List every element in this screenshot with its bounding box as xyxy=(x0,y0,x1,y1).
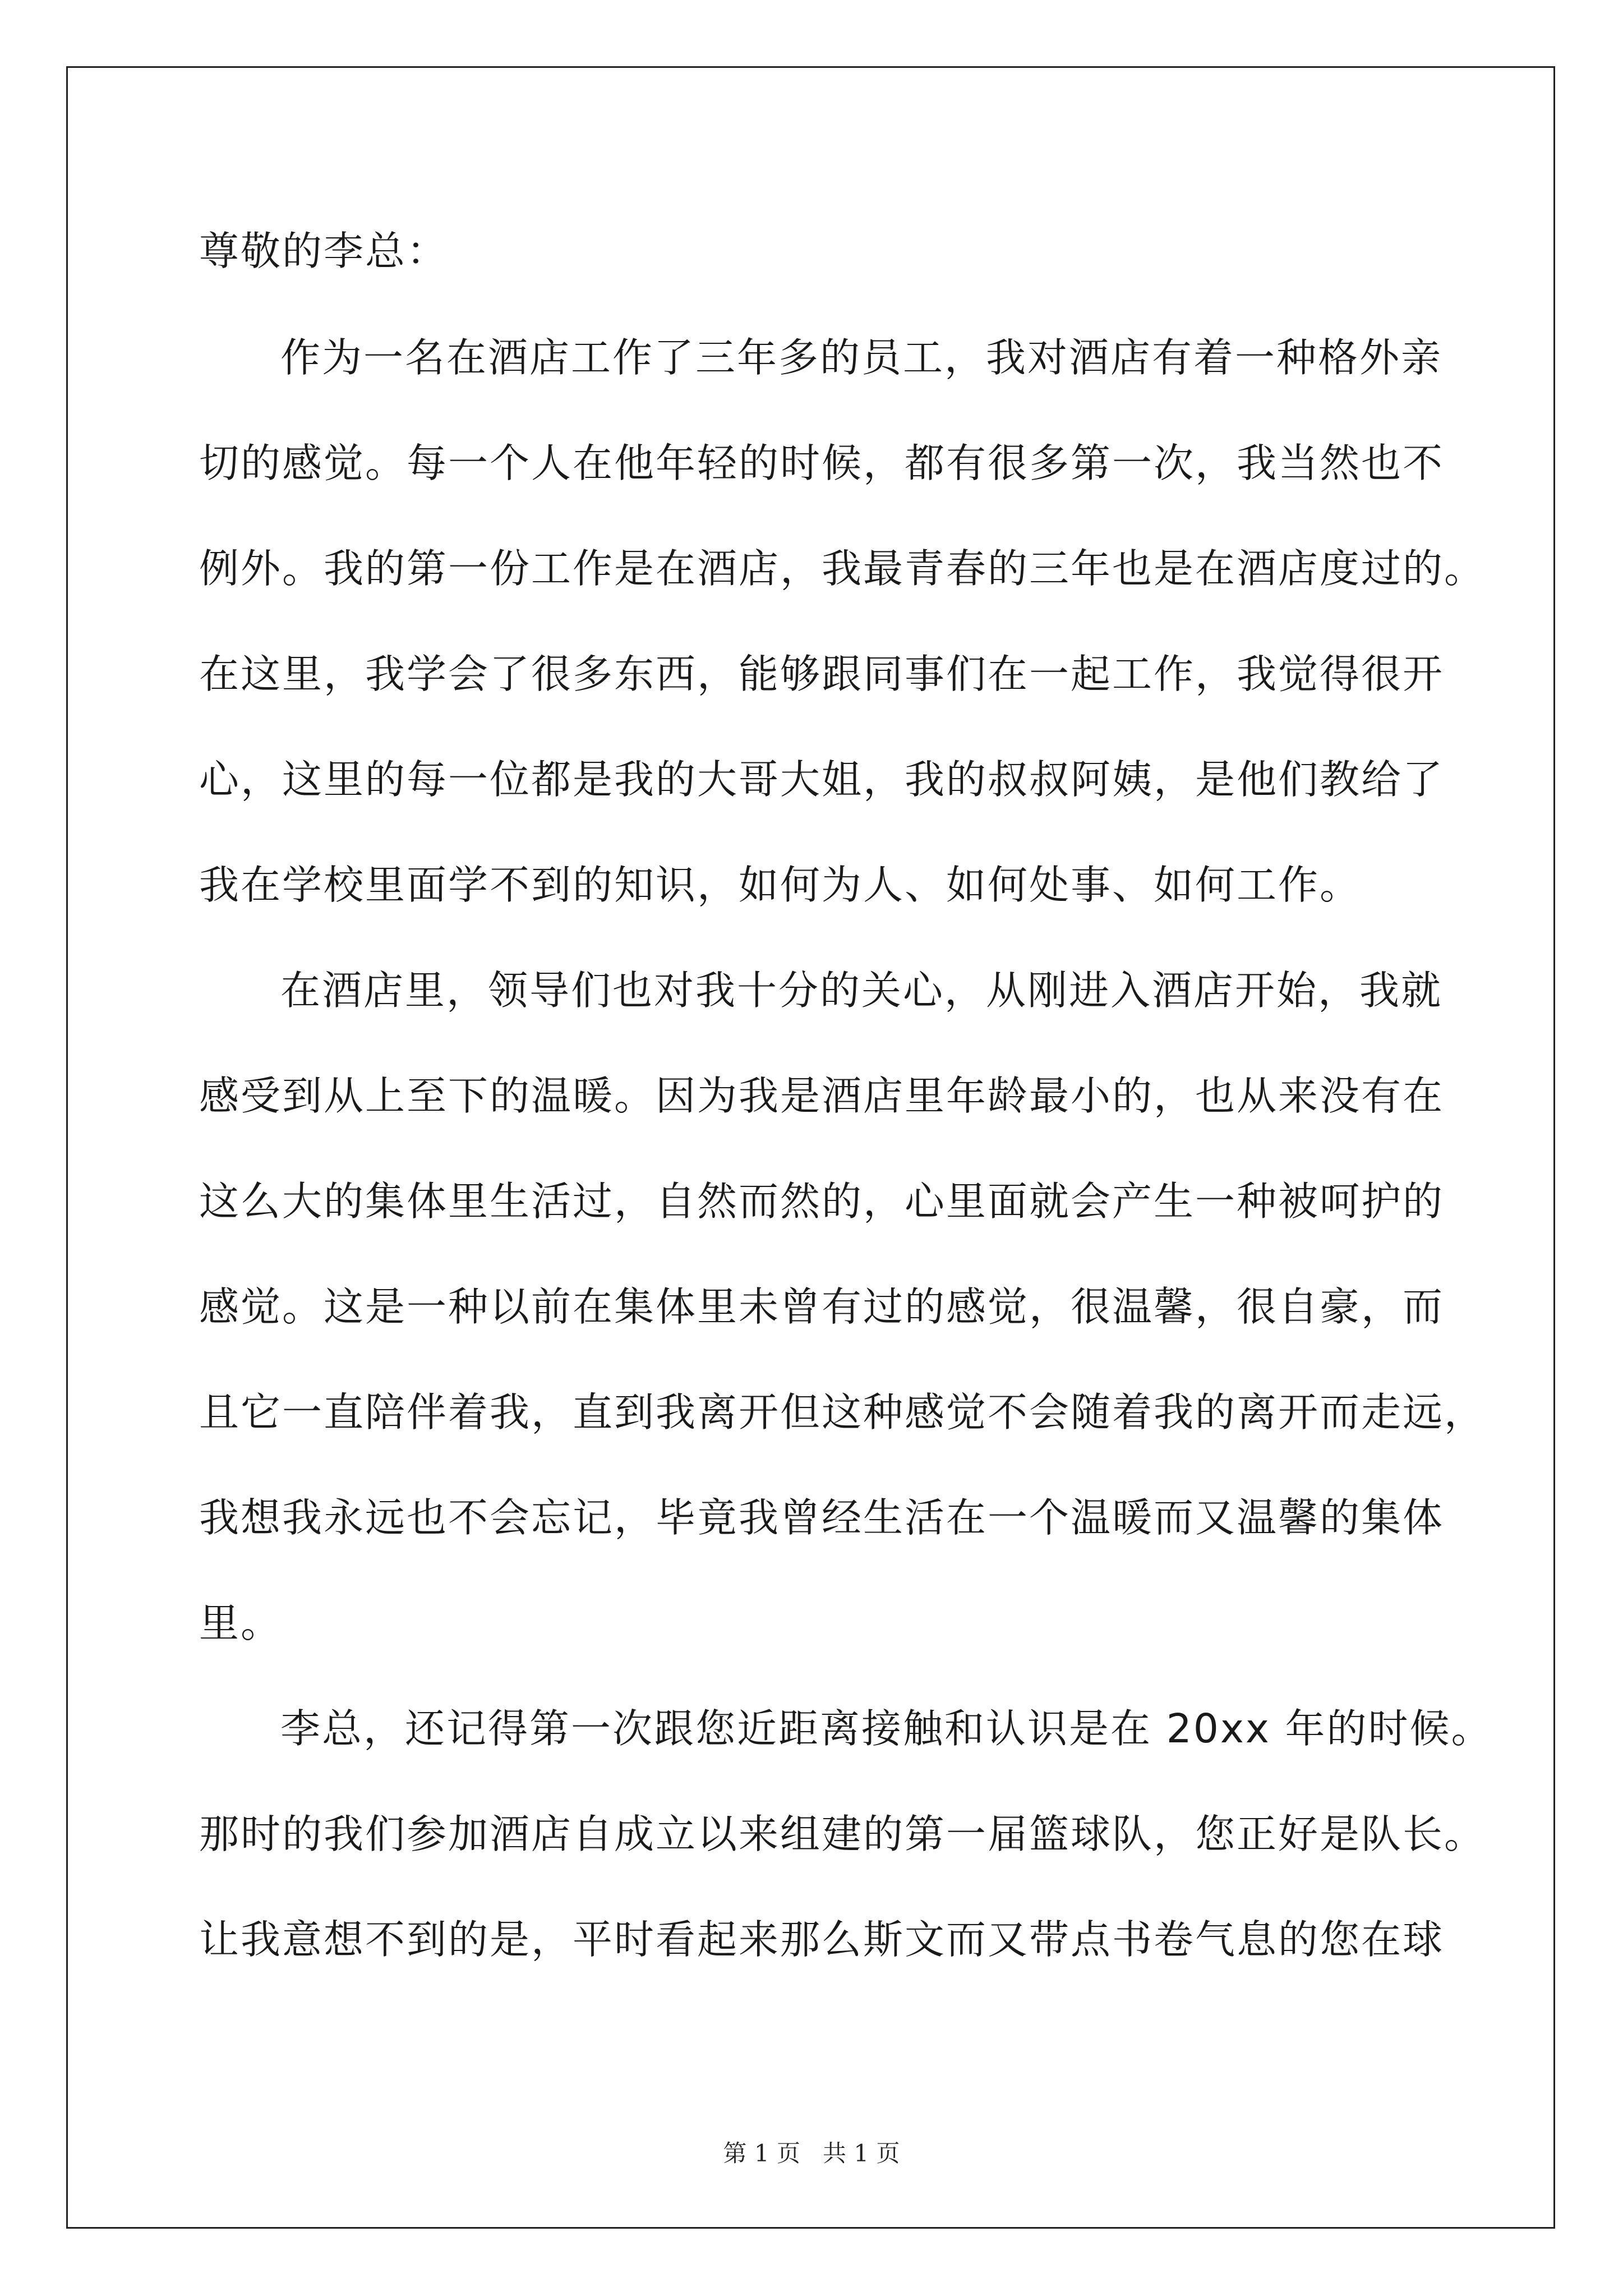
paragraph-line: 在酒店里，领导们也对我十分的关心，从刚进入酒店开始，我就 xyxy=(280,967,1443,1014)
paragraph-line: 我想我永远也不会忘记，毕竟我曾经生活在一个温暖而又温馨的集体 xyxy=(199,1494,1445,1541)
paragraph-line: 作为一名在酒店工作了三年多的员工，我对酒店有着一种格外亲 xyxy=(280,334,1443,381)
paragraph-line: 这么大的集体里生活过，自然而然的，心里面就会产生一种被呵护的 xyxy=(199,1178,1445,1225)
paragraph-line: 在这里，我学会了很多东西，能够跟同事们在一起工作，我觉得很开 xyxy=(199,651,1445,697)
paragraph-line: 且它一直陪伴着我，直到我离开但这种感觉不会随着我的离开而走远， xyxy=(199,1389,1486,1435)
greeting: 尊敬的李总： xyxy=(199,228,449,274)
paragraph-line: 例外。我的第一份工作是在酒店，我最青春的三年也是在酒店度过的。 xyxy=(199,545,1486,592)
paragraph-line: 感受到从上至下的温暖。因为我是酒店里年龄最小的，也从来没有在 xyxy=(199,1073,1445,1119)
page-number: 第 1 页 共 1 页 xyxy=(723,2139,900,2167)
paragraph-line: 感觉。这是一种以前在集体里未曾有过的感觉，很温馨，很自豪，而 xyxy=(199,1283,1445,1330)
page-footer xyxy=(0,2139,1623,2168)
paragraph-line: 我在学校里面学不到的知识，如何为人、如何处事、如何工作。 xyxy=(199,862,1362,908)
paragraph-line: 切的感觉。每一个人在他年轻的时候，都有很多第一次，我当然也不 xyxy=(199,440,1445,486)
paragraph-line: 里。 xyxy=(199,1600,283,1646)
paragraph-line: 李总，还记得第一次跟您近距离接触和认识是在 20xx 年的时候。 xyxy=(280,1705,1493,1752)
paragraph-line: 那时的我们参加酒店自成立以来组建的第一届篮球队，您正好是队长。 xyxy=(199,1811,1486,1857)
page-border xyxy=(66,66,1555,2229)
paragraph-line: 让我意想不到的是，平时看起来那么斯文而又带点书卷气息的您在球 xyxy=(199,1916,1445,1963)
paragraph-line: 心，这里的每一位都是我的大哥大姐，我的叔叔阿姨，是他们教给了 xyxy=(199,756,1445,803)
